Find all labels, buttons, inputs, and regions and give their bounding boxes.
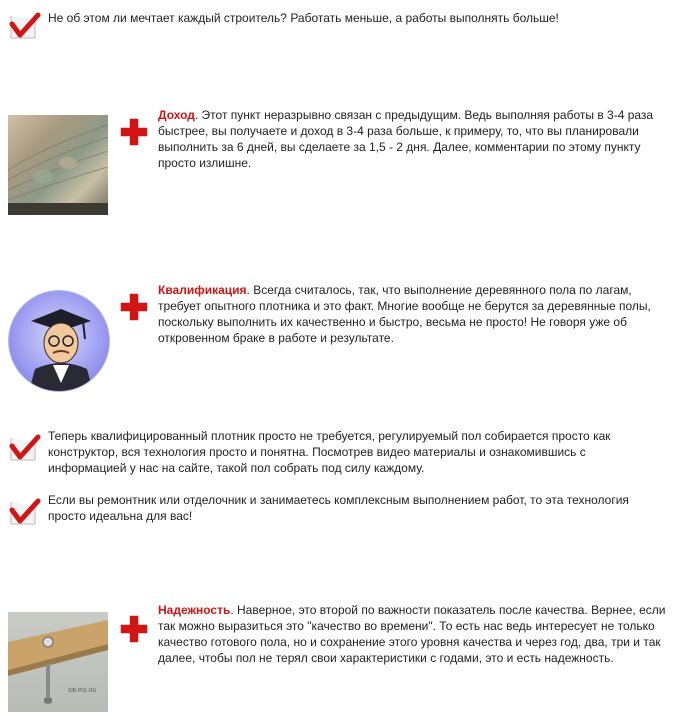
reliability-paragraph	[158, 602, 673, 666]
photo-watermark: SIB-POL.RU	[68, 688, 97, 694]
reliability-body: . Наверное, это второй по важности показатель после качества. Вернее, если так можно выразиться это "качество во времени". То есть нас ведь интересует не только качество готового пола, но и сохранение этого уровня качества и через год, два, три и так далее, чтобы пол не терял свои характеристики с годами, это и есть надежность.	[158, 603, 666, 665]
no-carpenter-text: Теперь квалифицированный плотник просто не требуется, регулируемый пол собирается просто как конструктор, вся технология просто и понятна. Посмотрев видео материалы и ознакомившись с информацией у нас на сайте, такой пол собрать под силу каждому.	[48, 429, 611, 475]
floor-bolt-photo	[8, 612, 108, 712]
qualification-body: . Всегда считалось, так, что выполнение деревянного пола по лагам, требует опытного плотника и это факт. Многие вообще не берутся за деревянные полы, поскольку выполнить их качественно и быстро, весьма не просто! Не говоря уже об откровенном браке в работе и результате.	[158, 283, 651, 345]
plus-icon	[117, 290, 151, 324]
professor-avatar	[8, 290, 110, 392]
intro-text: Не об этом ли мечтает каждый строитель? Работать меньше, а работы выполнять больше!	[48, 11, 559, 25]
qualification-title: Квалификация	[158, 283, 247, 297]
income-paragraph	[158, 107, 668, 171]
reliability-title: Надежность	[158, 603, 231, 617]
plus-icon	[117, 115, 151, 149]
qualification-paragraph	[158, 282, 668, 346]
checkmark-icon	[7, 432, 41, 466]
income-title: Доход	[158, 108, 195, 122]
for-repairmen-text: Если вы ремонтник или отделочник и занимаетесь комплексным выполнением работ, то эта технология просто идеальна для вас!	[48, 493, 629, 523]
income-body: . Этот пункт неразрывно связан с предыдущим. Ведь выполняя работы в 3-4 раза быстрее, вы получаете и доход в 3-4 раза больше, к примеру, то, что вы планировали выполнить за 6 дней, вы сделаете за 1,5 - 2 дня. Далее, комментарии по этому пункту просто излишне.	[158, 108, 654, 170]
checkmark-icon	[7, 10, 41, 44]
checkmark-icon	[7, 496, 41, 530]
plus-icon	[117, 612, 151, 646]
money-photo	[8, 115, 108, 215]
